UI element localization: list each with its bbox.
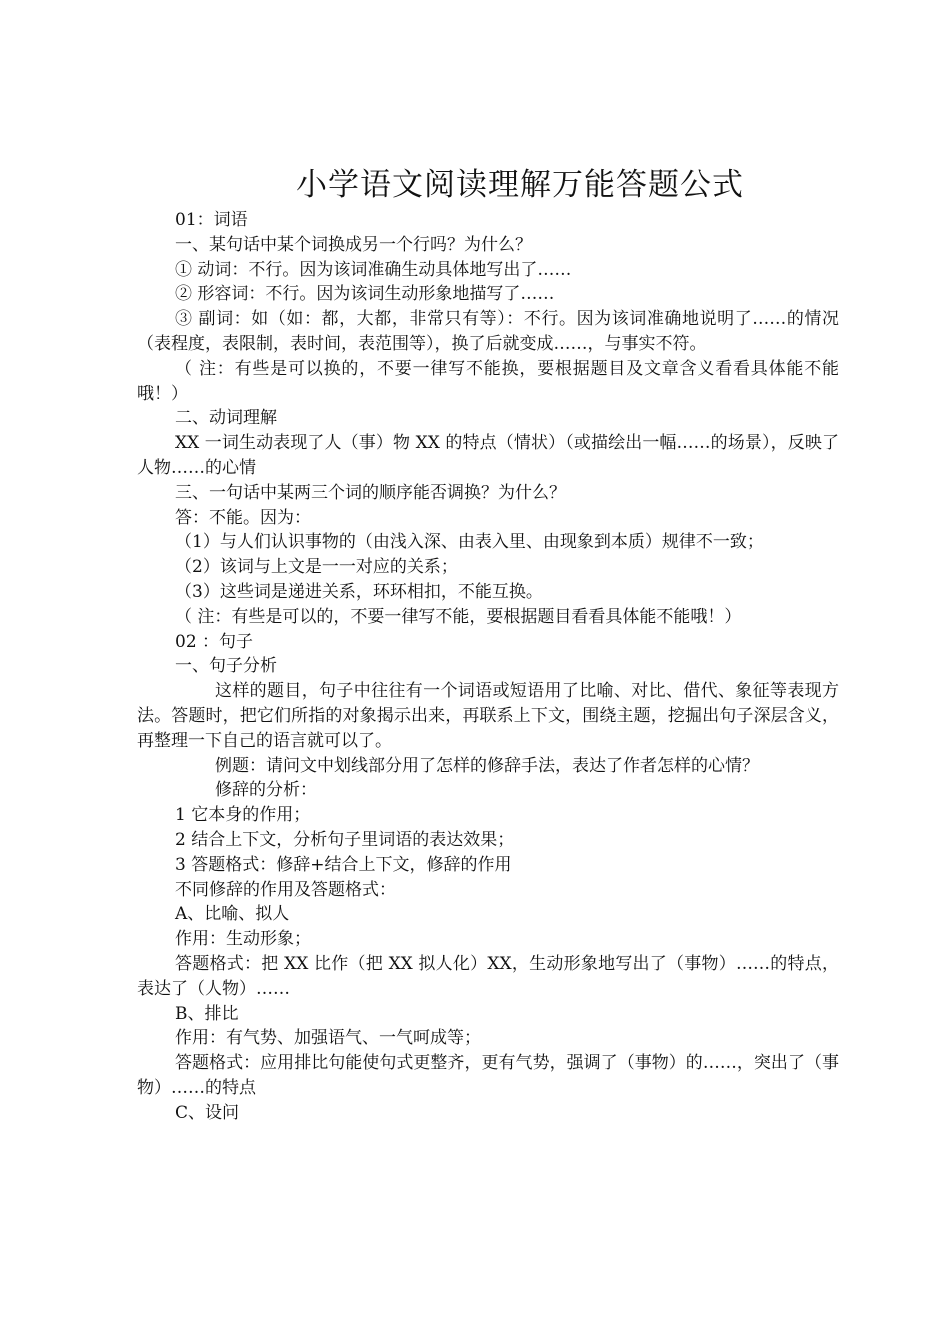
metaphor-effect: 作用：生动形象； [175,929,311,950]
item-adjective: ② 形容词：不行。因为该词生动形象地描写了…… [175,284,555,305]
item-verb: ① 动词：不行。因为该词准确生动具体地写出了…… [175,259,572,280]
example-question: 例题：请问文中划线部分用了怎样的修辞手法，表达了作者怎样的心情？ [215,755,759,776]
section-heading-words: 01：词语 [175,210,248,230]
rhetoric-analysis-heading: 修辞的分析： [215,780,317,801]
question-word-order: 三、一句话中某两三个词的顺序能否调换？为什么？ [175,482,566,503]
metaphor-format: 答题格式：把 XX 比作（把 XX 拟人化）XX，生动形象地写出了（事物）……的特点，表达了（人物）…… [137,953,839,999]
reason-3: （3）这些词是递进关系，环环相扣，不能互换。 [175,581,543,602]
note-order: （ 注：有些是可以的，不要一律写不能，要根据题目看看具体能不能哦！） [175,606,742,627]
heading-metaphor-personification: A、比喻、拟人 [175,904,290,925]
rhetoric-point-3: 3 答题格式：修辞+结合上下文，修辞的作用 [175,854,512,875]
heading-parallelism: B、排比 [175,1003,239,1024]
rhetoric-formats-heading: 不同修辞的作用及答题格式： [175,879,396,900]
parallelism-format: 答题格式：应用排比句能使句式更整齐，更有气势，强调了（事物）的……，突出了（事物）……的特点 [137,1053,839,1098]
reason-1: （1）与人们认识事物的（由浅入深、由表入里、由现象到本质）规律不一致； [175,532,764,553]
document-title: 小学语文阅读理解万能答题公式 [296,167,744,203]
question-replace-word: 一、某句话中某个词换成另一个行吗？为什么？ [175,234,532,255]
sentence-analysis-text: 这样的题目，句子中往往有一个词语或短语用了比喻、对比、借代、象征等表现方法。答题时，把它们所指的对象揭示出来，再联系上下文，围绕主题，挖掘出句子深层含义，再整理一下自己的语言就可以了。 [137,681,839,751]
rhetoric-point-1: 1 它本身的作用； [175,805,311,826]
heading-rhetorical-question: C、设问 [175,1102,240,1123]
heading-sentence-analysis: 一、句子分析 [175,656,277,677]
document-body [137,208,839,1125]
parallelism-effect: 作用：有气势、加强语气、一气呵成等； [175,1028,481,1049]
verb-understanding-formula: XX 一词生动表现了人（事）物 XX 的特点（情状）（或描绘出一幅……的场景），反映了人物……的心情 [137,433,839,478]
rhetoric-point-2: 2 结合上下文，分析句子里词语的表达效果； [175,829,515,850]
note-replace: （ 注：有些是可以换的，不要一律写不能换，要根据题目及文章含义看看具体能不能哦！） [137,358,839,404]
heading-verb-understanding: 二、动词理解 [175,408,277,429]
section-heading-sentences: 02 ：句子 [175,631,254,652]
answer-cannot: 答：不能。因为： [175,507,311,528]
item-adverb: ③ 副词：如（如：都，大都，非常只有等）：不行。因为该词准确地说明了……的情况（表程度，表限制，表时间，表范围等），换了后就变成……，与事实不符。 [137,309,839,354]
reason-2: （2）该词与上文是一一对应的关系； [175,557,458,578]
